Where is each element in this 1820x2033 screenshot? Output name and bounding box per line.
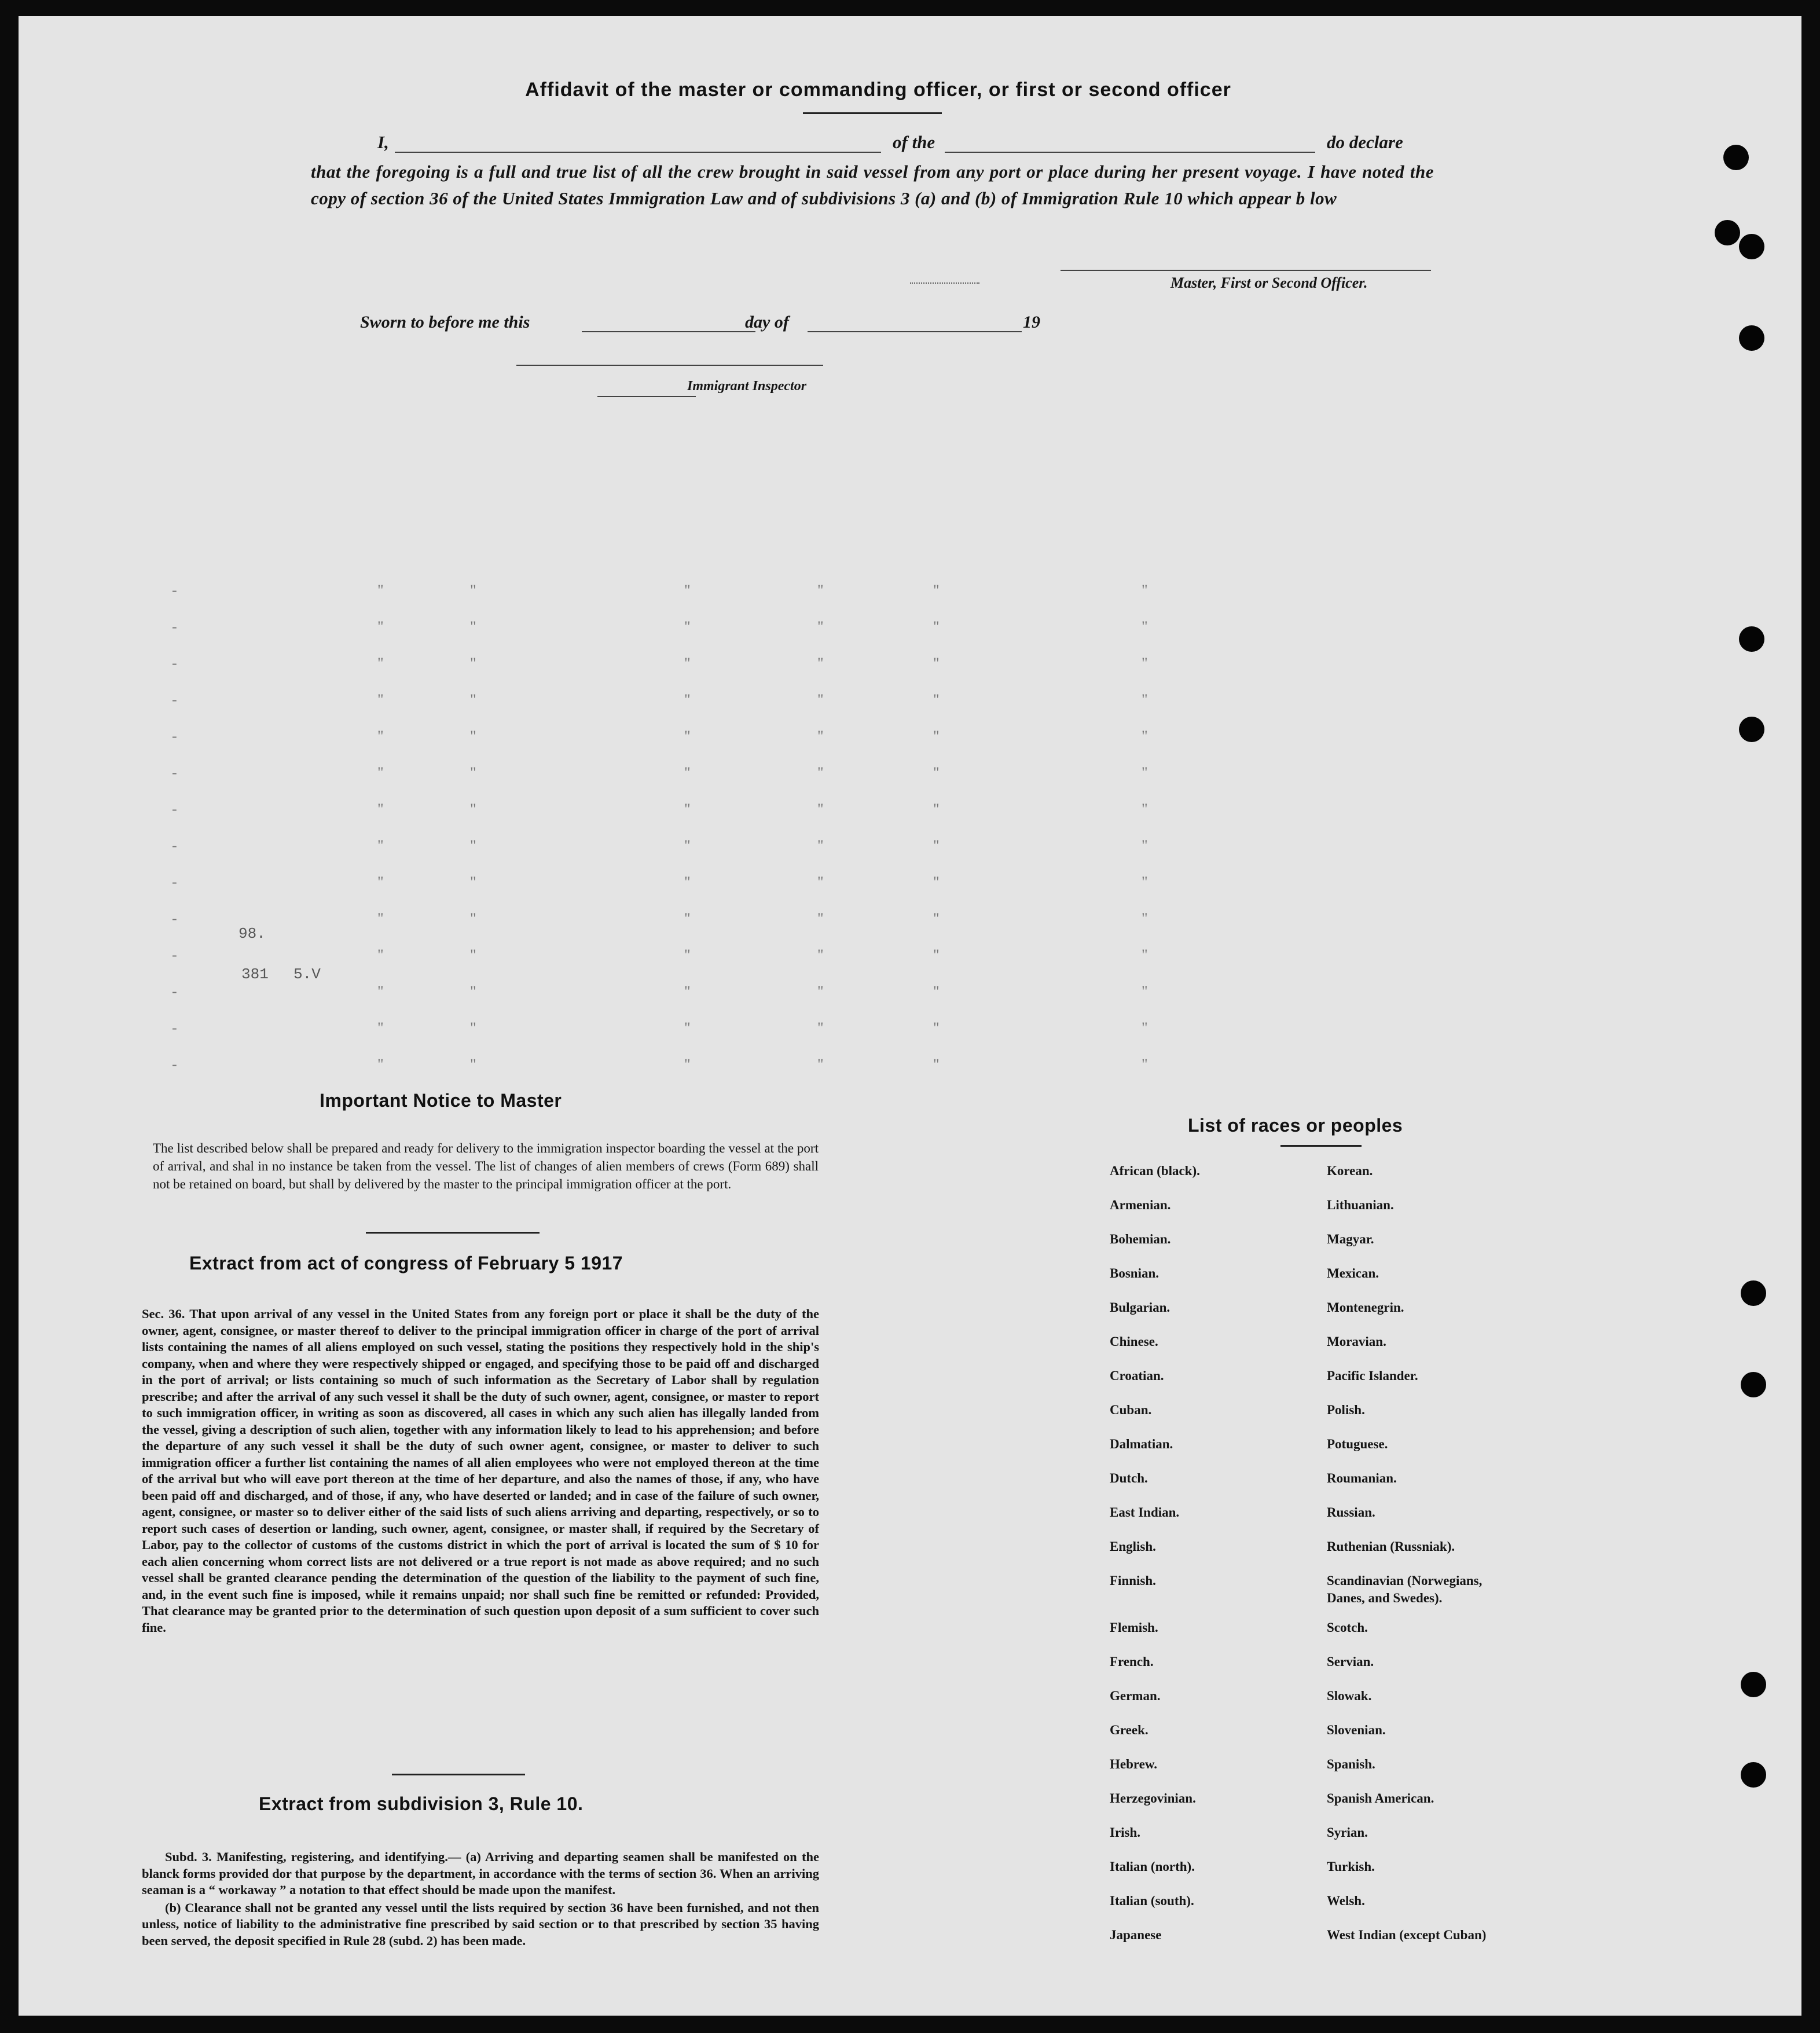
- race-item: Flemish.: [1110, 1620, 1158, 1635]
- subdivision-3-para-a: Subd. 3. Manifesting, registering, and identifying.— (a) Arriving and departing seamen shall be manifested on the blanck forms provided dor that purpose by the department, in accordance with the terms of section 36. When an arriving seaman is a “ workaway ” a notation to that effect should be made upon the manifest.: [142, 1849, 819, 1897]
- race-item: West Indian (except Cuban): [1327, 1928, 1487, 1942]
- race-item: Finnish.: [1110, 1573, 1156, 1588]
- race-item: Cuban.: [1110, 1403, 1152, 1417]
- ditto-marks-col2: " " " " " " " " " " " " " ": [470, 582, 476, 1073]
- affidavit-body: that the foregoing is a full and true list of all the crew brought in said vessel from any port or place during her present voyage. I have noted the copy of section 36 of the United States Immigration Law and of subdivisions 3 (a) and (b) of Immigration Rule 10 which appear b low: [311, 162, 1434, 208]
- race-item: Magyar.: [1327, 1232, 1374, 1246]
- affidavit-declare-label: do declare: [1327, 132, 1403, 152]
- bleed-number-1: 98.: [238, 925, 266, 942]
- race-item: Lithuanian.: [1327, 1198, 1394, 1212]
- binder-hole: [1739, 626, 1764, 652]
- race-item: Turkish.: [1327, 1859, 1375, 1874]
- race-item: Irish.: [1110, 1825, 1141, 1840]
- race-item: Moravian.: [1327, 1334, 1386, 1349]
- master-signature-line[interactable]: [1061, 270, 1431, 271]
- bleed-number-2: 381: [241, 966, 269, 983]
- act-extract-heading: Extract from act of congress of February 5 1917: [189, 1253, 623, 1274]
- name-blank-line[interactable]: [395, 152, 881, 153]
- race-item: Montenegrin.: [1327, 1300, 1404, 1315]
- races-right-column: [1327, 1162, 1529, 1961]
- binder-hole: [1741, 1372, 1766, 1397]
- race-item: Bohemian.: [1110, 1232, 1171, 1246]
- race-item: African (black).: [1110, 1164, 1200, 1178]
- race-item: Slowak.: [1327, 1689, 1372, 1703]
- race-item: Bosnian.: [1110, 1266, 1159, 1280]
- race-item: Dutch.: [1110, 1471, 1148, 1485]
- race-item: Hebrew.: [1110, 1757, 1157, 1771]
- race-item: Scandinavian (Norwegians, Danes, and Swedes).: [1327, 1573, 1483, 1605]
- race-item: Servian.: [1327, 1654, 1374, 1669]
- binder-hole: [1739, 717, 1764, 742]
- race-item: Polish.: [1327, 1403, 1365, 1417]
- ditto-marks-col7: - - - - - - - - - - - - - -: [172, 582, 177, 1073]
- race-item: German.: [1110, 1689, 1161, 1703]
- race-item: Korean.: [1327, 1164, 1373, 1178]
- race-item: Herzegovinian.: [1110, 1791, 1196, 1806]
- ditto-marks-col4: " " " " " " " " " " " " " ": [817, 582, 824, 1073]
- sworn-year-label: 19: [1023, 313, 1040, 332]
- race-item: Scotch.: [1327, 1620, 1368, 1635]
- race-item: Dalmatian.: [1110, 1437, 1173, 1451]
- notice-heading: Important Notice to Master: [320, 1090, 562, 1111]
- race-item: English.: [1110, 1539, 1156, 1554]
- binder-hole: [1715, 220, 1740, 245]
- ditto-marks-col3: " " " " " " " " " " " " " ": [684, 582, 691, 1073]
- vessel-blank-line[interactable]: [945, 152, 1315, 153]
- race-item: Pacific Islander.: [1327, 1368, 1418, 1383]
- binder-hole: [1741, 1762, 1766, 1788]
- inspector-label: Immigrant Inspector: [687, 379, 807, 394]
- race-item: Croatian.: [1110, 1368, 1164, 1383]
- race-item: French.: [1110, 1654, 1154, 1669]
- sworn-day-blank[interactable]: [582, 331, 755, 332]
- race-item: Italian (north).: [1110, 1859, 1195, 1874]
- sworn-month-blank[interactable]: [808, 331, 1022, 332]
- races-heading-rule: [1280, 1145, 1362, 1147]
- race-item: Armenian.: [1110, 1198, 1171, 1212]
- race-item: Italian (south).: [1110, 1893, 1194, 1908]
- rule-extract-heading: Extract from subdivision 3, Rule 10.: [259, 1793, 584, 1814]
- ditto-marks-col6: " " " " " " " " " " " " " ": [1142, 582, 1148, 1073]
- binder-hole: [1739, 234, 1764, 259]
- race-item: Spanish.: [1327, 1757, 1375, 1771]
- master-signature-label: Master, First or Second Officer.: [1170, 274, 1368, 291]
- bleed-number-3: 5.V: [293, 966, 321, 983]
- race-item: Slovenian.: [1327, 1723, 1386, 1737]
- race-item: Greek.: [1110, 1723, 1148, 1737]
- sworn-prefix: Sworn to before me this: [360, 313, 530, 332]
- affidavit-of-the-label: of the: [893, 132, 935, 152]
- race-item: Japanese: [1110, 1928, 1162, 1942]
- race-item: Chinese.: [1110, 1334, 1158, 1349]
- affidavit-heading-rule: [803, 112, 942, 114]
- dotted-separator: [910, 282, 979, 284]
- affidavit-heading: Affidavit of the master or commanding officer, or first or second officer: [525, 79, 1231, 101]
- ditto-marks-col5: " " " " " " " " " " " " " ": [933, 582, 940, 1073]
- race-item: Roumanian.: [1327, 1471, 1397, 1485]
- race-item: Welsh.: [1327, 1893, 1365, 1908]
- subdivision-3-para-b: (b) Clearance shall not be granted any vessel until the lists required by section 36 have been furnished, and not then unless, notice of liability to the administrative fine prescribed by said section or to that prescribed by section 35 having been served, the deposit specified in Rule 28 (subd. 2) has been made.: [142, 1900, 819, 1948]
- race-item: Russian.: [1327, 1505, 1375, 1520]
- races-heading: List of races or peoples: [1188, 1115, 1403, 1136]
- notice-text: The list described below shall be prepared and ready for delivery to the immigration inspector boarding the vessel at the port of arrival, and shal in no instance be taken from the vessel. The list of changes of alien members of crews (Form 689) shall not be retained on board, but shall by delivered by the master to the principal immigration officer at the port.: [153, 1141, 819, 1191]
- document-page: [19, 16, 1801, 2016]
- affidavit-i-label: I,: [377, 132, 389, 152]
- race-item: East Indian.: [1110, 1505, 1180, 1520]
- section-36-text: Sec. 36. That upon arrival of any vessel in the United States from any foreign port or place it shall be the duty of the owner, agent, consignee, or master thereof to deliver to the principal immigration officer in charge of the port of arrival lists containing the names of all aliens employed on such vessel, stating the positions they respectively hold in the ship's company, when and where they were respectively shipped or engaged, and specifying those to be paid off and discharged in the port of arrival; or lists containing so much of such information as the Secretary of Labor shall by regulation prescribe; and after the arrival of any such vessel it shall be the duty of such owner, agent, consignee, or master to report to such immigration officer, in writing as soon as discovered, all cases in which any such alien has illegally landed from the vessel, giving a description of such alien, together with any information likely to lead to his apprehension; and before the departure of any such vessel it shall be the duty of such owner agent, consignee, or master to deliver to such immigration officer a further list containing the names of all alien employees who were not employed thereon at the time of the arrival but who will eave port thereon at the time of her departure, and also the names of those, if any, who have been paid off and discharged, and of those, if any, who have deserted or landed; and in case of the failure of such owner, agent, consignee, or master so to deliver either of the said lists of such aliens arriving and departing, respectively, or so to report such cases of desertion or landing, such owner, agent, consignee, or master shall, if required by the Secretary of Labor, pay to the collector of customs of the customs district in which the port of arrival is located the sum of $ 10 for each alien concerning whom correct lists are not delivered or a true report is not made as above required; and no such vessel shall be granted clearance pending the determination of the question of the liability to the payment of such fine, and, in the event such fine is imposed, while it remains unpaid; nor shall such fine be remitted or refunded: Provided, That clearance may be granted prior to the determination of such question upon deposit of a sum sufficient to cover such fine.: [142, 1307, 819, 1635]
- race-item: Bulgarian.: [1110, 1300, 1170, 1315]
- sworn-day-of: day of: [745, 313, 789, 332]
- races-left-column: [1110, 1162, 1301, 1961]
- inspector-sub-line: [597, 396, 696, 397]
- notice-rule: [366, 1232, 540, 1234]
- act-rule: [392, 1774, 525, 1775]
- binder-hole: [1739, 325, 1764, 351]
- race-item: Potuguese.: [1327, 1437, 1388, 1451]
- subdivision-3-text: [142, 1849, 819, 1949]
- binder-hole: [1723, 145, 1749, 170]
- race-item: Syrian.: [1327, 1825, 1368, 1840]
- binder-hole: [1741, 1672, 1766, 1697]
- race-item: Mexican.: [1327, 1266, 1379, 1280]
- inspector-signature-line[interactable]: [516, 365, 823, 366]
- race-item: Spanish American.: [1327, 1791, 1434, 1806]
- ditto-marks-col1: " " " " " " " " " " " " " ": [377, 582, 384, 1073]
- binder-hole: [1741, 1280, 1766, 1306]
- race-item: Ruthenian (Russniak).: [1327, 1539, 1455, 1554]
